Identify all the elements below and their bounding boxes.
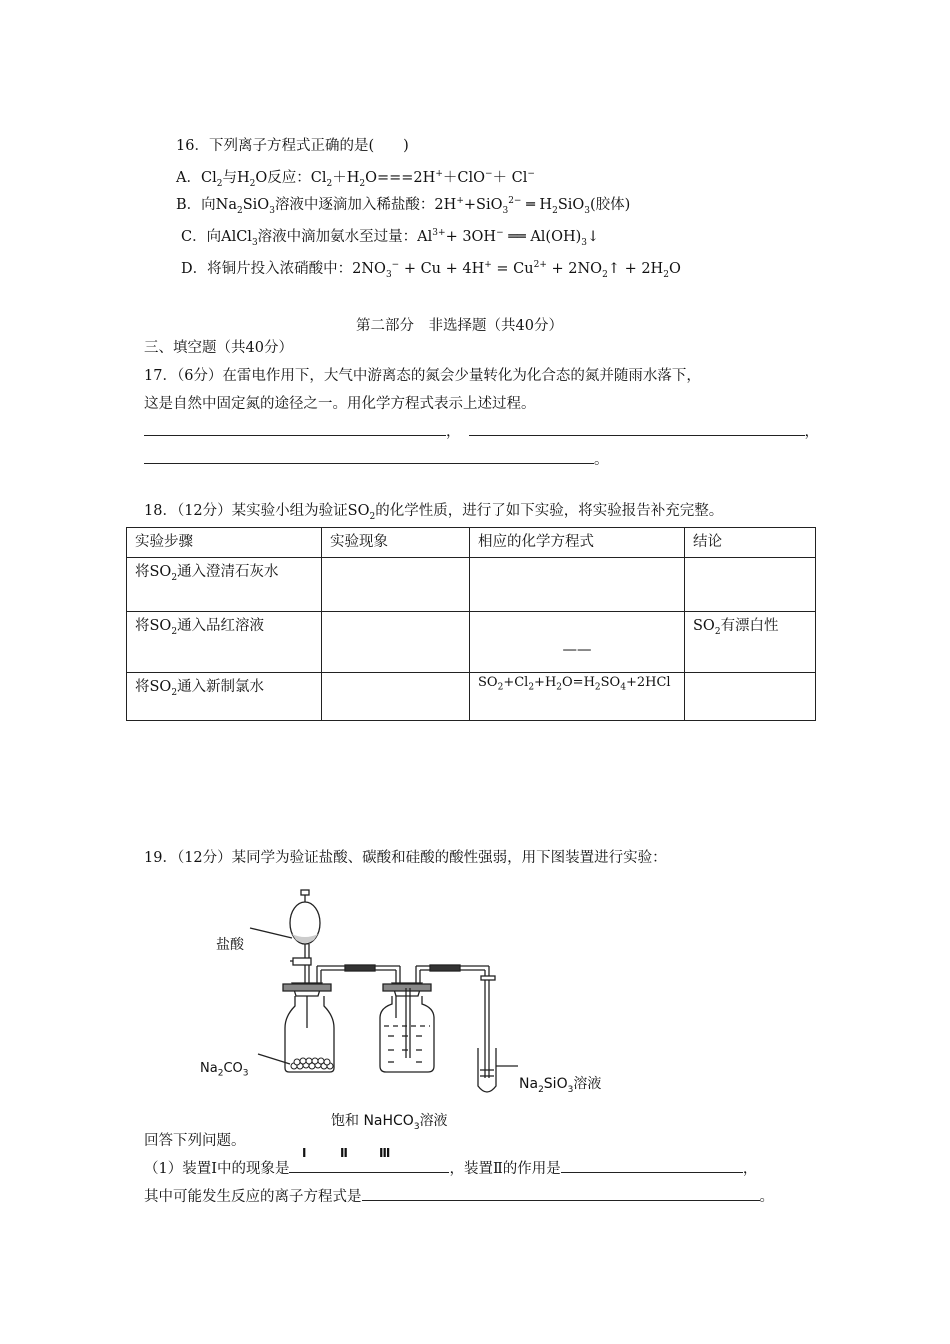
q17-answer-line2: 。 bbox=[144, 448, 609, 469]
q19-sub1-line1: （1）装置Ⅰ中的现象是 ，装置Ⅱ的作用是 ， bbox=[144, 1157, 757, 1178]
q17-answer-line1: ， ， bbox=[144, 420, 819, 441]
table-row bbox=[127, 673, 816, 721]
answer-blank[interactable] bbox=[289, 1158, 449, 1173]
table-row bbox=[127, 612, 816, 673]
section3-heading: 三、填空题（共40分） bbox=[144, 340, 293, 356]
answer-blank[interactable] bbox=[362, 1186, 760, 1201]
answer-blank[interactable] bbox=[469, 421, 805, 436]
table-header: 结论 bbox=[685, 528, 816, 558]
table-cell: 将$SO_2$通入新制氯水 bbox=[127, 673, 322, 721]
q18-stem: 18．（12分）某实验小组为验证$SO_2$的化学性质，进行了如下实验，将实验报告补充完整。 bbox=[144, 503, 724, 522]
table-cell-blank[interactable] bbox=[322, 612, 470, 673]
q19-answer-intro: 回答下列问题。 bbox=[144, 1133, 246, 1149]
table-cell: $SO_2$有漂白性 bbox=[685, 612, 816, 673]
table-cell-blank[interactable] bbox=[322, 673, 470, 721]
table-cell-blank[interactable] bbox=[322, 558, 470, 612]
table-header: 实验现象 bbox=[322, 528, 470, 558]
roman-label-1: Ⅰ bbox=[302, 1146, 307, 1160]
table-cell-blank[interactable] bbox=[685, 558, 816, 612]
q16-option-d: D．将铜片投入浓硝酸中：$2NO_3^- + Cu + 4H^+ = Cu^{2+}$ + $2NO_2↑ + 2H_2O$ bbox=[181, 260, 681, 280]
experiment-report-table bbox=[126, 527, 816, 721]
q19-sub1-line2: 其中可能发生反应的离子方程式是 。 bbox=[144, 1185, 774, 1206]
label-sodium-silicate: $Na_2SiO_3$溶液 bbox=[519, 1076, 602, 1095]
q16-stem: 16．下列离子方程式正确的是( ) bbox=[176, 138, 409, 154]
label-sodium-carbonate: $Na_2CO_3$ bbox=[200, 1061, 249, 1079]
part2-title: 第二部分 非选择题（共40分） bbox=[356, 318, 563, 334]
q19-stem: 19．（12分）某同学为验证盐酸、碳酸和硅酸的酸性强弱，用下图装置进行实验： bbox=[144, 850, 667, 866]
table-row bbox=[127, 558, 816, 612]
table-cell: 将$SO_2$通入品红溶液 bbox=[127, 612, 322, 673]
table-cell: —— bbox=[470, 612, 685, 673]
roman-label-2: Ⅱ bbox=[340, 1146, 348, 1160]
q16-option-c: C．向AlCl$_3$溶液中滴加氨水至过量：$Al^{3+}+ 3OH^-$ ══ $Al(OH)_3↓$ bbox=[181, 228, 600, 248]
table-cell-blank[interactable] bbox=[685, 673, 816, 721]
q17-stem-line1: 17．（6分）在雷电作用下，大气中游离态的氮会少量转化为化合态的氮并随雨水落下， bbox=[144, 368, 701, 384]
q16-option-b: B．向$Na_2SiO_3$溶液中逐滴加入稀盐酸：2H++SiO$_3^{2-}$ ═ $H_2SiO_3$(胶体) bbox=[176, 196, 631, 216]
table-header: 实验步骤 bbox=[127, 528, 322, 558]
label-sodium-bicarbonate: 饱和 NaHCO$_3$溶液 bbox=[331, 1113, 448, 1132]
answer-blank[interactable] bbox=[561, 1158, 743, 1173]
roman-label-3: Ⅲ bbox=[379, 1146, 391, 1160]
label-hydrochloric-acid: 盐酸 bbox=[216, 937, 244, 953]
table-cell: $SO_2+Cl_2+H_2O=H_2SO_4+2HCl$ bbox=[470, 673, 685, 721]
table-header-row bbox=[127, 528, 816, 558]
table-cell: 将$SO_2$通入澄清石灰水 bbox=[127, 558, 322, 612]
answer-blank[interactable] bbox=[144, 421, 446, 436]
table-header: 相应的化学方程式 bbox=[470, 528, 685, 558]
q16-option-a: A．$Cl_2$与$H_2O$反应：$Cl_2+H_2O===2H^++ClO^-+ Cl^-$ bbox=[176, 169, 535, 189]
answer-blank[interactable] bbox=[144, 449, 594, 464]
table-cell-blank[interactable] bbox=[470, 558, 685, 612]
q17-stem-line2: 这是自然中固定氮的途径之一。用化学方程式表示上述过程。 bbox=[144, 396, 536, 412]
